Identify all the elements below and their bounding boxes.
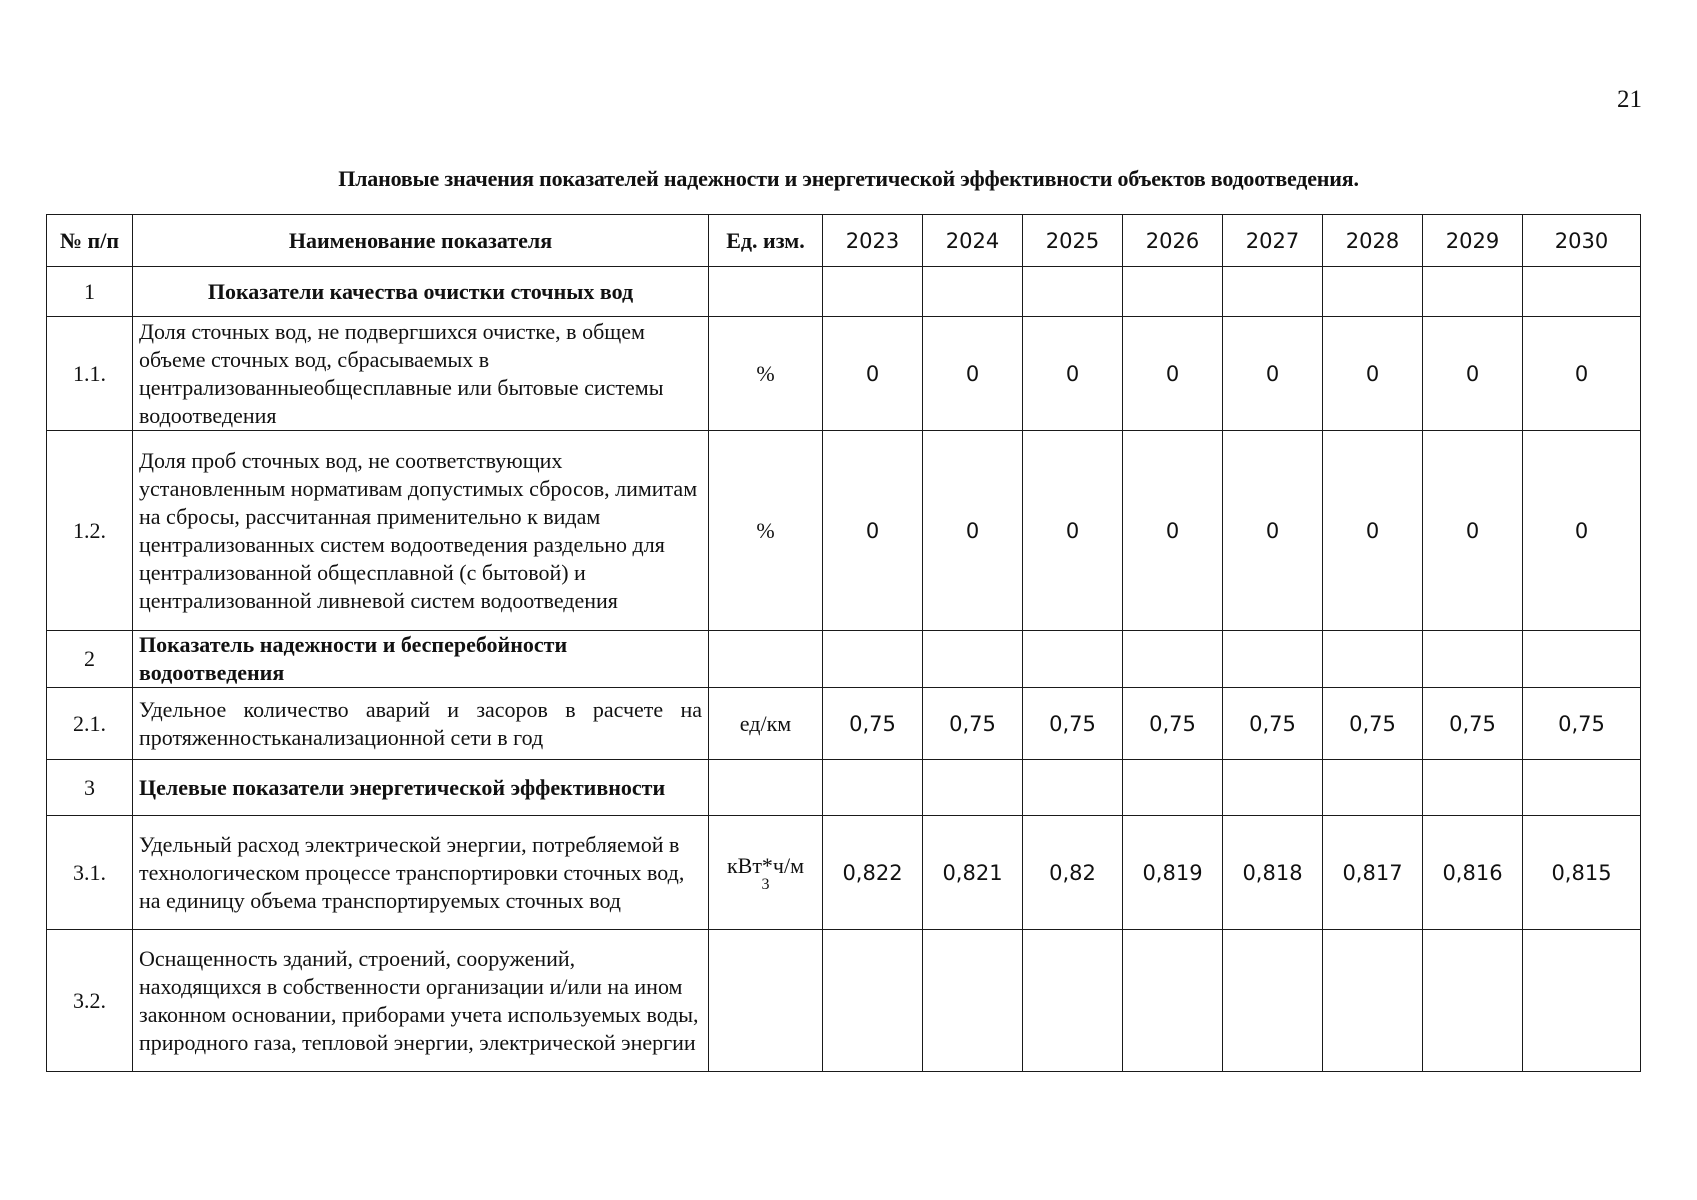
value-cell: 0 bbox=[1523, 317, 1641, 431]
value-cell: 0,75 bbox=[1523, 688, 1641, 760]
value-cell bbox=[1123, 267, 1223, 317]
table-row bbox=[47, 760, 1641, 816]
header-year: 2030 bbox=[1523, 215, 1641, 267]
header-year: 2027 bbox=[1223, 215, 1323, 267]
value-cell: 0,816 bbox=[1423, 816, 1523, 930]
value-cell: 0 bbox=[823, 317, 923, 431]
value-cell bbox=[1323, 631, 1423, 688]
value-cell bbox=[1423, 267, 1523, 317]
header-year: 2024 bbox=[923, 215, 1023, 267]
value-cell bbox=[1523, 267, 1641, 317]
value-cell: 0 bbox=[1123, 317, 1223, 431]
header-num: № п/п bbox=[47, 215, 133, 267]
indicator-name: Доля сточных вод, не подвергшихся очистке, в общем объеме сточных вод, сбрасываемых в централизованныеобщесплавные или бытовые системы водоотведения bbox=[133, 317, 709, 431]
value-cell bbox=[823, 760, 923, 816]
document-title: Плановые значения показателей надежности и энергетической эффективности объектов водоотведения. bbox=[338, 166, 1359, 191]
row-number: 1 bbox=[47, 267, 133, 317]
row-number: 3 bbox=[47, 760, 133, 816]
value-cell bbox=[823, 930, 923, 1072]
value-cell bbox=[1523, 631, 1641, 688]
value-cell: 0,75 bbox=[1423, 688, 1523, 760]
header-year: 2028 bbox=[1323, 215, 1423, 267]
row-number: 3.1. bbox=[47, 816, 133, 930]
value-cell: 0 bbox=[1523, 431, 1641, 631]
value-cell: 0,75 bbox=[1223, 688, 1323, 760]
value-cell: 0 bbox=[1223, 317, 1323, 431]
value-cell: 0 bbox=[923, 317, 1023, 431]
header-year: 2029 bbox=[1423, 215, 1523, 267]
page-number: 21 bbox=[1617, 86, 1642, 113]
section-title: Показатель надежности и бесперебойности водоотведения bbox=[133, 631, 709, 688]
value-cell: 0,817 bbox=[1323, 816, 1423, 930]
value-cell bbox=[823, 267, 923, 317]
value-cell bbox=[1023, 930, 1123, 1072]
section-title: Показатели качества очистки сточных вод bbox=[133, 267, 709, 317]
value-cell bbox=[1223, 631, 1323, 688]
row-number: 3.2. bbox=[47, 930, 133, 1072]
value-cell: 0 bbox=[1323, 317, 1423, 431]
row-unit bbox=[709, 760, 823, 816]
value-cell bbox=[1123, 631, 1223, 688]
value-cell bbox=[1023, 631, 1123, 688]
value-cell: 0 bbox=[1123, 431, 1223, 631]
row-number: 1.1. bbox=[47, 317, 133, 431]
header-year: 2026 bbox=[1123, 215, 1223, 267]
value-cell: 0 bbox=[823, 431, 923, 631]
value-cell: 0 bbox=[1023, 431, 1123, 631]
value-cell: 0,821 bbox=[923, 816, 1023, 930]
header-year: 2025 bbox=[1023, 215, 1123, 267]
value-cell: 0,75 bbox=[1323, 688, 1423, 760]
section-title: Целевые показатели энергетической эффективности bbox=[133, 760, 709, 816]
row-number: 2 bbox=[47, 631, 133, 688]
value-cell bbox=[1523, 930, 1641, 1072]
value-cell: 0,75 bbox=[1023, 688, 1123, 760]
value-cell bbox=[1223, 930, 1323, 1072]
value-cell: 0,75 bbox=[823, 688, 923, 760]
value-cell: 0,818 bbox=[1223, 816, 1323, 930]
value-cell bbox=[1023, 267, 1123, 317]
value-cell: 0 bbox=[1423, 317, 1523, 431]
value-cell bbox=[923, 267, 1023, 317]
row-unit: ед/км bbox=[709, 688, 823, 760]
value-cell bbox=[1223, 760, 1323, 816]
table-row bbox=[47, 930, 1641, 1072]
value-cell: 0 bbox=[923, 431, 1023, 631]
value-cell bbox=[923, 631, 1023, 688]
value-cell: 0 bbox=[1323, 431, 1423, 631]
table-row bbox=[47, 688, 1641, 760]
value-cell: 0,75 bbox=[1123, 688, 1223, 760]
row-unit: % bbox=[709, 431, 823, 631]
row-unit bbox=[709, 267, 823, 317]
value-cell: 0,82 bbox=[1023, 816, 1123, 930]
value-cell bbox=[923, 930, 1023, 1072]
row-unit: % bbox=[709, 317, 823, 431]
row-number: 2.1. bbox=[47, 688, 133, 760]
value-cell bbox=[923, 760, 1023, 816]
unit-main: кВт*ч/м bbox=[726, 852, 805, 878]
indicator-name: Удельный расход электрической энергии, потребляемой в технологическом процессе транспортировки сточных вод, на единицу объема транспортируемых сточных вод bbox=[133, 816, 709, 930]
value-cell bbox=[1123, 760, 1223, 816]
row-unit bbox=[709, 816, 823, 930]
table-row bbox=[47, 631, 1641, 688]
value-cell bbox=[1423, 631, 1523, 688]
value-cell: 0 bbox=[1223, 431, 1323, 631]
value-cell bbox=[1423, 760, 1523, 816]
value-cell bbox=[1323, 760, 1423, 816]
table-row bbox=[47, 431, 1641, 631]
row-number: 1.2. bbox=[47, 431, 133, 631]
value-cell: 0,822 bbox=[823, 816, 923, 930]
header-unit: Ед. изм. bbox=[709, 215, 823, 267]
indicators-table bbox=[46, 214, 1641, 1072]
value-cell: 0,75 bbox=[923, 688, 1023, 760]
value-cell bbox=[1423, 930, 1523, 1072]
indicator-name: Удельное количество аварий и засоров в расчете на протяженностьканализационной сети в год bbox=[133, 688, 709, 760]
value-cell: 0 bbox=[1023, 317, 1123, 431]
value-cell bbox=[1123, 930, 1223, 1072]
value-cell bbox=[823, 631, 923, 688]
header-year: 2023 bbox=[823, 215, 923, 267]
table-row bbox=[47, 816, 1641, 930]
value-cell bbox=[1023, 760, 1123, 816]
value-cell bbox=[1523, 760, 1641, 816]
row-unit bbox=[709, 631, 823, 688]
row-unit bbox=[709, 930, 823, 1072]
value-cell bbox=[1323, 930, 1423, 1072]
value-cell: 0 bbox=[1423, 431, 1523, 631]
indicator-name: Доля проб сточных вод, не соответствующих установленным нормативам допустимых сбросов, лимитам на сбросы, рассчитанная применительно к видам централизованных систем водоотведения раздельно для централизованной общесплавной (с бытовой) и централизованной ливневой систем водоотведения bbox=[133, 431, 709, 631]
value-cell bbox=[1323, 267, 1423, 317]
table-row bbox=[47, 267, 1641, 317]
table-row bbox=[47, 317, 1641, 431]
header-name: Наименование показателя bbox=[133, 215, 709, 267]
value-cell: 0,815 bbox=[1523, 816, 1641, 930]
value-cell: 0,819 bbox=[1123, 816, 1223, 930]
unit-superscript: 3 bbox=[761, 875, 770, 893]
value-cell bbox=[1223, 267, 1323, 317]
indicator-name: Оснащенность зданий, строений, сооружений, находящихся в собственности организации и/или на ином законном основании, приборами учета используемых воды, природного газа, тепловой энергии, электрической энергии bbox=[133, 930, 709, 1072]
header-row bbox=[47, 215, 1641, 267]
